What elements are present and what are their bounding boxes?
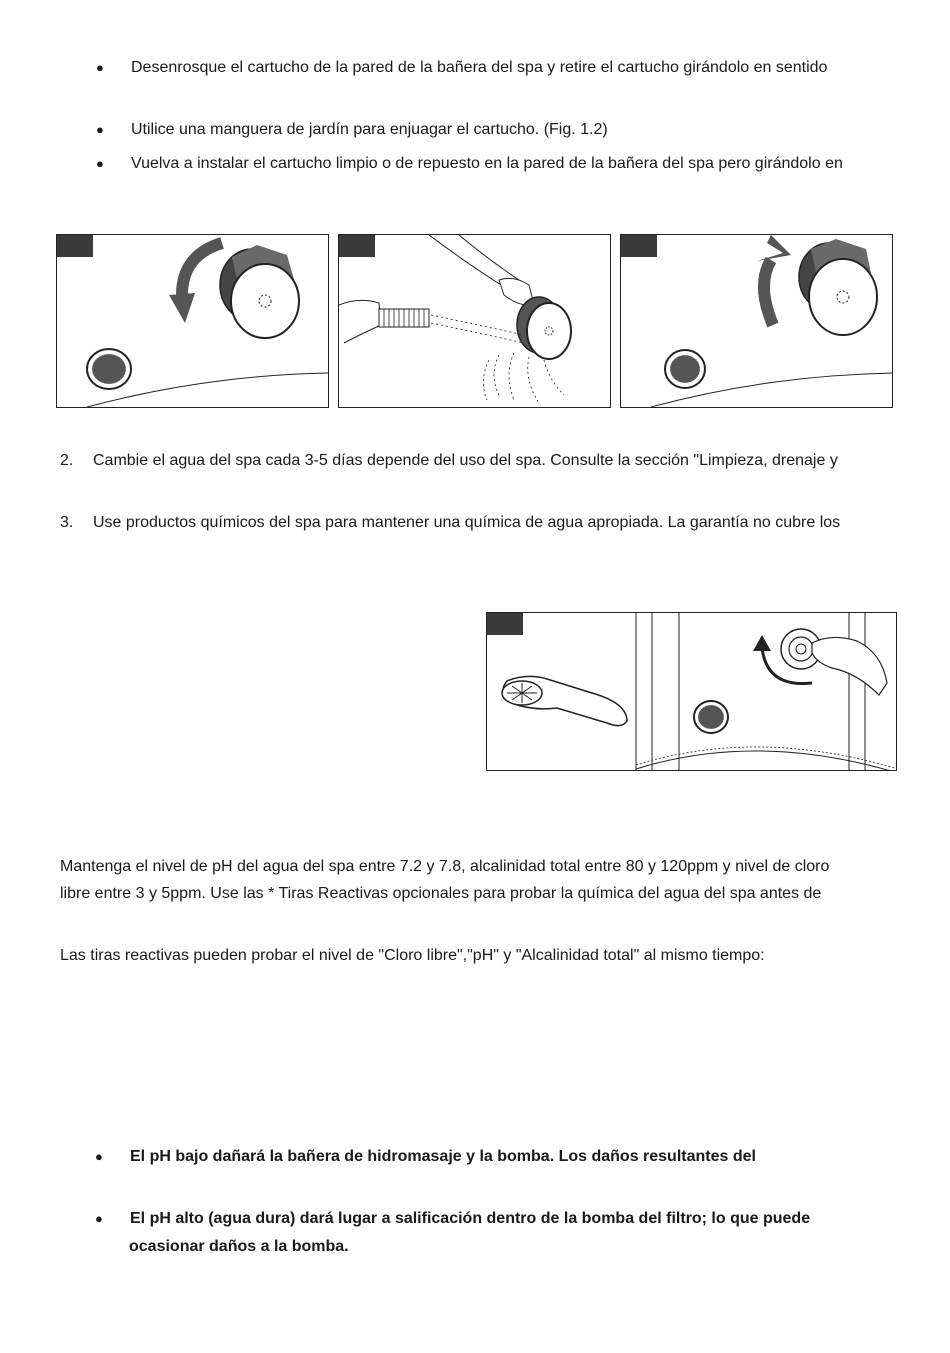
instruction-reinstall-cartridge: Vuelva a instalar el cartucho limpio o de repuesto en la pared de la bañera del spa pero girándolo en (131, 155, 843, 172)
instruction-unscrew-cartridge: Desenrosque el cartucho de la pared de la bañera del spa y retire el cartucho girándolo en sentido (131, 59, 828, 76)
paragraph-ph-levels-line-2: libre entre 3 y 5ppm. Use las * Tiras Reactivas opcionales para probar la química del agua del spa antes de (60, 885, 822, 902)
figure-chemical-floater (486, 612, 897, 771)
figure-unscrew-cartridge (56, 234, 329, 408)
warning-high-ph-line-1: El pH alto (agua dura) dará lugar a salificación dentro de la bomba del filtro; lo que puede (130, 1210, 811, 1227)
instruction-rinse-cartridge: Utilice una manguera de jardín para enjuagar el cartucho. (Fig. 1.2) (131, 121, 608, 138)
instruction-use-chemicals: Use productos químicos del spa para mantener una química de agua apropiada. La garantía no cubre los (93, 514, 841, 531)
bullet-dot: ● (95, 1149, 103, 1164)
instruction-change-water: Cambie el agua del spa cada 3-5 días depende del uso del spa. Consulte la sección "Limpieza, drenaje y (93, 452, 838, 469)
bullet-dot: ● (96, 122, 104, 137)
item-number: 3. (60, 514, 74, 531)
item-number: 2. (60, 452, 74, 469)
floater-illustration (487, 613, 897, 771)
unscrew-illustration (57, 235, 329, 408)
paragraph-ph-levels-line-1: Mantenga el nivel de pH del agua del spa entre 7.2 y 7.8, alcalinidad total entre 80 y 120ppm y nivel de cloro (60, 858, 830, 875)
paragraph-test-strips: Las tiras reactivas pueden probar el nivel de "Cloro libre","pH" y "Alcalinidad total" al mismo tiempo: (60, 947, 765, 964)
bullet-dot: ● (95, 1211, 103, 1226)
reinstall-illustration (621, 235, 893, 408)
figure-reinstall-cartridge (620, 234, 893, 408)
warning-low-ph: El pH bajo dañará la bañera de hidromasaje y la bomba. Los daños resultantes del (130, 1148, 756, 1165)
rinse-illustration (339, 235, 611, 408)
warning-high-ph-line-2: ocasionar daños a la bomba. (129, 1238, 349, 1255)
bullet-dot: ● (96, 156, 104, 171)
figure-rinse-cartridge (338, 234, 611, 408)
bullet-dot: ● (96, 60, 104, 75)
